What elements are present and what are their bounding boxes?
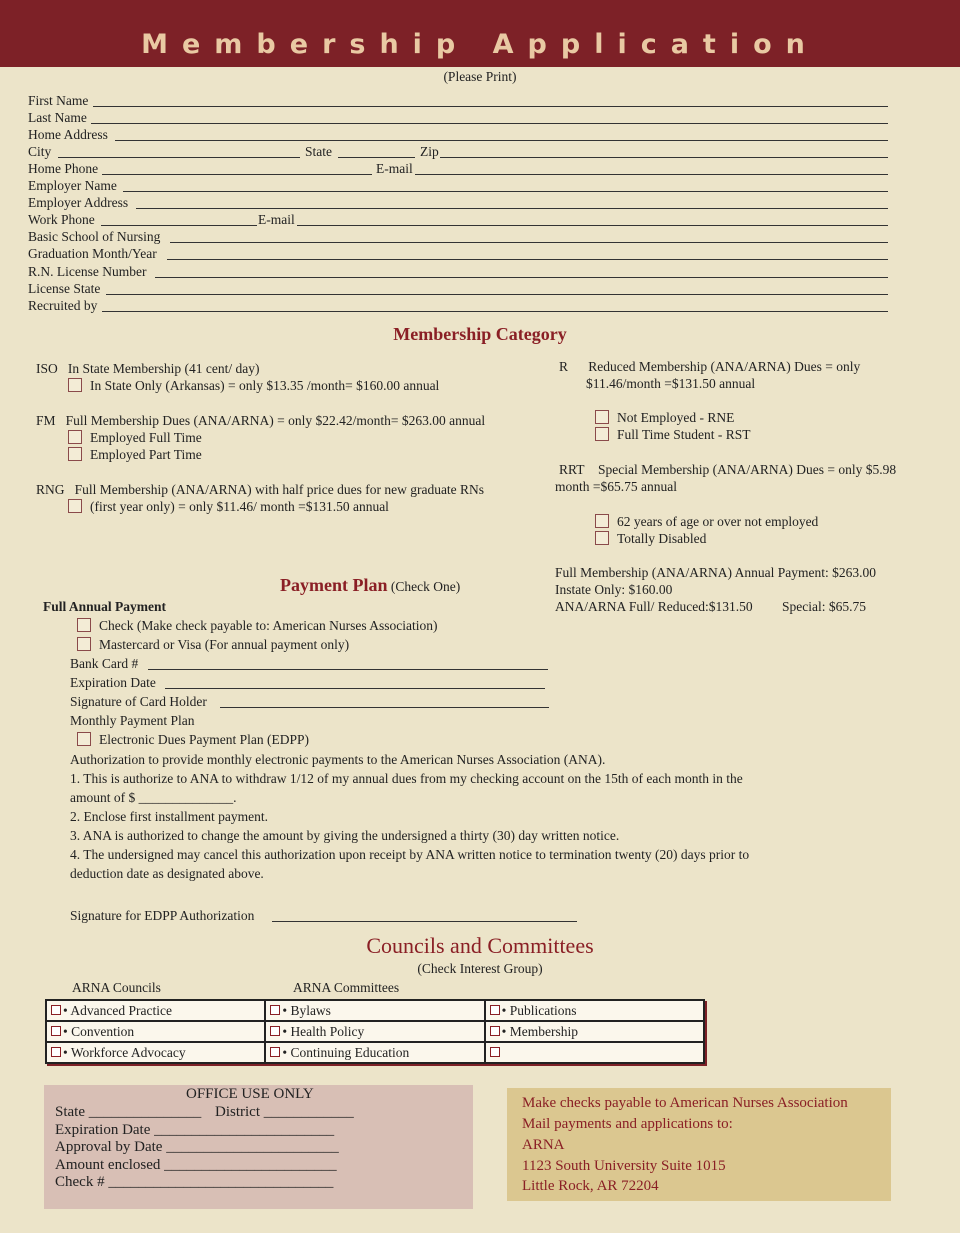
iso-label: In State Membership (41 cent/ day) [67, 361, 260, 376]
fm-part-time-label: Employed Part Time [90, 447, 202, 462]
rrt-label-line2: month =$65.75 annual [555, 479, 677, 494]
edpp-option[interactable] [77, 731, 309, 748]
checkbox-icon[interactable] [490, 1047, 500, 1057]
full-annual-payment-label: Full Annual Payment [43, 599, 167, 614]
expiration-label: Expiration Date [70, 675, 156, 690]
expiration-field[interactable] [165, 688, 545, 689]
rn-license-field[interactable] [155, 277, 888, 278]
interest-label: Convention [71, 1023, 135, 1039]
membership-category-title: Membership Category [393, 324, 567, 344]
fm-label: Full Membership Dues (ANA/ARNA) = only $22.42/month= $263.00 annual [65, 413, 486, 428]
rng-label: Full Membership (ANA/ARNA) with half price dues for new graduate RNs [74, 482, 485, 497]
work-email-label: E-mail [258, 212, 295, 227]
first-name-field[interactable] [93, 106, 888, 107]
summary-full: Full Membership (ANA/ARNA) Annual Payment: $263.00 [555, 565, 876, 580]
payment-plan-heading [280, 575, 460, 596]
payment-plan-note: (Check One) [390, 579, 461, 594]
r-label-line2: $11.46/month =$131.50 annual [586, 376, 756, 391]
rrt-disabled-checkbox[interactable] [595, 531, 609, 545]
rrt-62-label: 62 years of age or over not employed [617, 514, 819, 529]
card-signature-label: Signature of Card Holder [70, 694, 207, 709]
header-banner [0, 0, 960, 67]
home-address-field[interactable] [115, 140, 888, 141]
interest-health-policy[interactable]: • Health Policy [265, 1021, 484, 1042]
check-option[interactable] [77, 617, 438, 634]
card-option[interactable] [77, 636, 349, 653]
auth-intro: Authorization to provide monthly electronic payments to the American Nurses Association (ANA). [70, 752, 606, 767]
councils-header: ARNA Councils [72, 980, 161, 995]
rrt-label: Special Membership (ANA/ARNA) Dues = only $5.98 [597, 462, 897, 477]
rrt-option-disabled[interactable] [595, 530, 706, 547]
interest-publications[interactable]: • Publications [485, 1000, 704, 1021]
office-use-box [44, 1085, 473, 1209]
please-print-note: (Please Print) [443, 69, 517, 84]
iso-option[interactable] [68, 377, 439, 394]
home-phone-field[interactable] [102, 174, 372, 175]
zip-field[interactable] [440, 157, 888, 158]
interest-label: Membership [509, 1023, 579, 1039]
edpp-signature-field[interactable] [272, 921, 577, 922]
page-title: Membership Application [141, 29, 819, 60]
committees-header: ARNA Committees [293, 980, 400, 995]
rrt-62-checkbox[interactable] [595, 514, 609, 528]
interest-bylaws[interactable]: • Bylaws [265, 1000, 484, 1021]
card-option-label: Mastercard or Visa (For annual payment only) [99, 637, 350, 652]
r-option-not-employed[interactable] [595, 409, 734, 426]
mail-line-5: Little Rock, AR 72204 [522, 1178, 659, 1194]
rng-category [36, 481, 484, 498]
rng-option-label: (first year only) = only $11.46/ month =$131.50 annual [90, 499, 389, 514]
license-state-label: License State [28, 281, 101, 296]
bank-card-field[interactable] [148, 669, 548, 670]
rrt-disabled-label: Totally Disabled [617, 531, 707, 546]
city-label: City [28, 144, 52, 159]
first-name-label: First Name [28, 93, 89, 108]
office-approval: Approval by Date _______________________ [55, 1139, 339, 1155]
edpp-checkbox[interactable] [77, 732, 91, 746]
auth-item-3: 3. ANA is authorized to change the amount by giving the undersigned a thirty (30) day written notice. [70, 828, 620, 843]
basic-school-field[interactable] [170, 242, 888, 243]
office-check: Check # ______________________________ [55, 1174, 334, 1190]
mail-line-1: Make checks payable to American Nurses Association [522, 1095, 848, 1111]
mail-line-4: 1123 South University Suite 1015 [522, 1158, 726, 1174]
recruited-by-field[interactable] [102, 311, 888, 312]
city-field[interactable] [58, 157, 300, 158]
interest-label: Continuing Education [290, 1044, 410, 1060]
card-signature-field[interactable] [220, 707, 549, 708]
r-label: Reduced Membership (ANA/ARNA) Dues = only [588, 359, 861, 374]
summary-special: Special: $65.75 [782, 599, 866, 614]
summary-instate: Instate Only: $160.00 [555, 582, 673, 597]
summary-reduced: ANA/ARNA Full/ Reduced:$131.50 [555, 599, 753, 614]
office-district: District ____________ [215, 1104, 354, 1120]
table-row [46, 1021, 704, 1042]
payment-plan-title: Payment Plan [280, 575, 388, 595]
last-name-field[interactable] [91, 123, 888, 124]
check-checkbox[interactable] [77, 618, 91, 632]
r-not-employed-label: Not Employed - RNE [617, 410, 735, 425]
edpp-option-label: Electronic Dues Payment Plan (EDPP) [99, 732, 309, 747]
interest-label: Advanced Practice [70, 1002, 172, 1018]
r-not-employed-checkbox[interactable] [595, 410, 609, 424]
fm-code: FM [36, 413, 56, 428]
check-option-label: Check (Make check payable to: American Nurses Association) [99, 618, 438, 633]
graduation-field[interactable] [167, 259, 888, 260]
councils-note: (Check Interest Group) [417, 961, 543, 976]
rng-option[interactable] [68, 498, 389, 515]
graduation-label: Graduation Month/Year [28, 246, 157, 261]
interest-label: Bylaws [290, 1002, 331, 1018]
fm-full-time-checkbox[interactable] [68, 430, 82, 444]
license-state-field[interactable] [106, 294, 888, 295]
basic-school-label: Basic School of Nursing [28, 229, 161, 244]
last-name-label: Last Name [28, 110, 87, 125]
fm-option-part-time[interactable] [68, 446, 202, 463]
employer-name-field[interactable] [123, 191, 888, 192]
interest-label: Workforce Advocacy [70, 1044, 186, 1060]
checkbox-icon[interactable] [490, 1005, 500, 1015]
office-state: State _______________ [55, 1104, 202, 1120]
iso-option-label: In State Only (Arkansas) = only $13.35 /month= $160.00 annual [90, 378, 440, 393]
checkbox-icon[interactable] [270, 1026, 280, 1036]
fm-full-time-label: Employed Full Time [90, 430, 202, 445]
interest-group-table [45, 999, 705, 1064]
r-category [559, 358, 860, 375]
checkbox-icon[interactable] [270, 1047, 280, 1057]
office-amount: Amount enclosed _______________________ [55, 1157, 337, 1173]
mail-line-2: Mail payments and applications to: [522, 1116, 733, 1132]
work-phone-field[interactable] [101, 225, 257, 226]
employer-name-label: Employer Name [28, 178, 117, 193]
mailing-info-box [507, 1088, 891, 1201]
checkbox-icon[interactable] [270, 1005, 280, 1015]
card-checkbox[interactable] [77, 637, 91, 651]
r-student-checkbox[interactable] [595, 427, 609, 441]
councils-title: Councils and Committees [366, 933, 594, 958]
rrt-option-62[interactable] [595, 513, 818, 530]
auth-item-4-cont: deduction date as designated above. [70, 866, 264, 881]
checkbox-icon[interactable] [51, 1005, 61, 1015]
mail-line-3: ARNA [522, 1137, 565, 1153]
r-student-label: Full Time Student - RST [617, 427, 751, 442]
employer-address-field[interactable] [136, 208, 888, 209]
interest-membership[interactable]: • Membership [485, 1021, 704, 1042]
interest-workforce-advocacy[interactable]: • Workforce Advocacy [46, 1042, 265, 1063]
bank-card-label: Bank Card # [70, 656, 139, 671]
fm-option-full-time[interactable] [68, 429, 202, 446]
interest-label: Health Policy [290, 1023, 365, 1039]
office-title: OFFICE USE ONLY [186, 1086, 314, 1102]
fm-category [36, 412, 485, 429]
rng-code: RNG [36, 482, 65, 497]
interest-advanced-practice[interactable]: • Advanced Practice [46, 1000, 265, 1021]
iso-checkbox[interactable] [68, 378, 82, 392]
zip-label: Zip [420, 144, 439, 159]
email-field[interactable] [415, 174, 888, 175]
r-option-student[interactable] [595, 426, 751, 443]
rrt-code: RRT [559, 462, 585, 477]
edpp-signature-label: Signature for EDPP Authorization [70, 908, 255, 923]
rng-checkbox[interactable] [68, 499, 82, 513]
monthly-plan-label: Monthly Payment Plan [70, 713, 195, 728]
table-row [46, 1042, 704, 1063]
work-email-field[interactable] [297, 225, 888, 226]
checkbox-icon[interactable] [51, 1047, 61, 1057]
email-label: E-mail [376, 161, 413, 176]
table-row [46, 1000, 704, 1021]
interest-label: Publications [509, 1002, 577, 1018]
fm-part-time-checkbox[interactable] [68, 447, 82, 461]
auth-item-1: 1. This is authorize to ANA to withdraw 1/12 of my annual dues from my checking account on the 15th of each month in the [70, 771, 743, 786]
iso-code: ISO [36, 361, 58, 376]
iso-category [36, 360, 259, 377]
employer-address-label: Employer Address [28, 195, 129, 210]
work-phone-label: Work Phone [28, 212, 95, 227]
office-expiration: Expiration Date ________________________ [55, 1122, 335, 1138]
interest-continuing-education[interactable]: • Continuing Education [265, 1042, 484, 1063]
auth-item-1-amount: amount of $ ______________. [70, 790, 237, 805]
home-address-label: Home Address [28, 127, 108, 142]
interest-convention[interactable]: • Convention [46, 1021, 265, 1042]
home-phone-label: Home Phone [28, 161, 99, 176]
r-code: R [559, 359, 569, 374]
state-label: State [305, 144, 332, 159]
checkbox-icon[interactable] [490, 1026, 500, 1036]
auth-item-2: 2. Enclose first installment payment. [70, 809, 268, 824]
auth-item-4: 4. The undersigned may cancel this authorization upon receipt by ANA written notice to termination twenty (20) days prior to [70, 847, 750, 862]
state-field[interactable] [338, 157, 415, 158]
recruited-by-label: Recruited by [28, 298, 98, 313]
rn-license-label: R.N. License Number [28, 264, 147, 279]
interest-blank[interactable] [485, 1042, 704, 1063]
checkbox-icon[interactable] [51, 1026, 61, 1036]
rrt-category [559, 461, 896, 478]
